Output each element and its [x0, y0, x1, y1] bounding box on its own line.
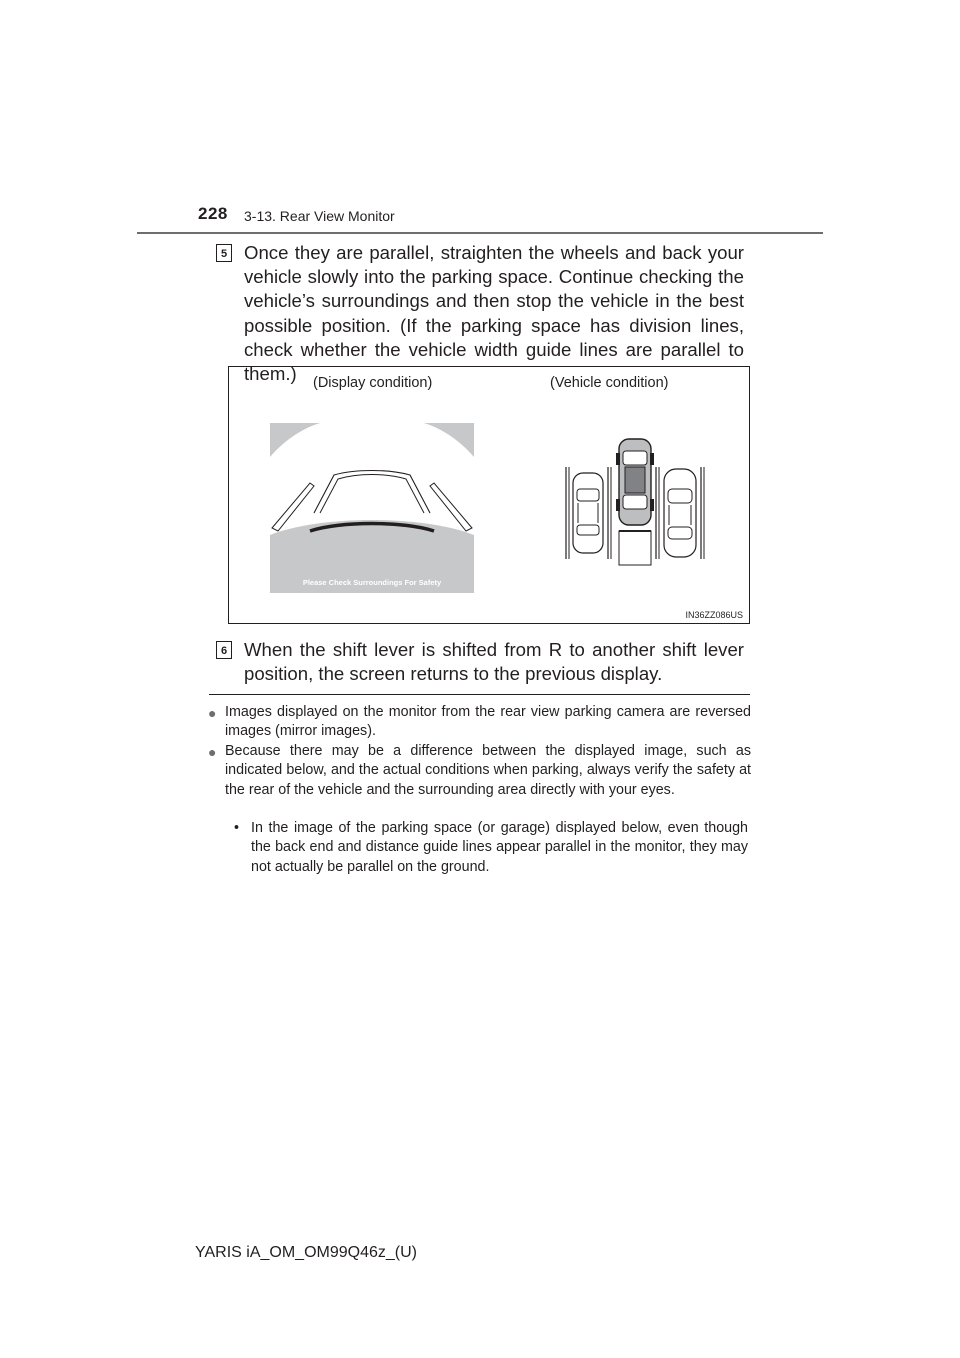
note-mirror-images-text: Images displayed on the monitor from the rear view parking camera are reversed images (mirror images). [225, 704, 751, 740]
note-bullet-icon: ● [208, 744, 217, 760]
figure-code: IN36ZZ086US [685, 610, 743, 620]
header-divider [137, 232, 823, 234]
subnote-bullet: • [234, 820, 240, 836]
monitor-top-right-mask [424, 423, 474, 457]
screen-safety-banner: Please Check Surroundings For Safety [302, 578, 442, 587]
parking-space [619, 531, 651, 565]
monitor-top-left-mask [270, 423, 320, 457]
step-5-badge: 5 [216, 244, 232, 262]
note-verify-safety-text: Because there may be a difference between the displayed image, such as indicated below, and the actual conditions when parking, always verify the safety at the rear of the vehicle and the surrounding area directly with your eyes. [225, 743, 751, 798]
subnote-parallel-lines-text: In the image of the parking space (or garage) displayed below, even though the back end and distance guide lines appear parallel in the monitor, they may not actually be parallel on the ground. [251, 820, 748, 875]
note-bullet-icon: ● [208, 705, 217, 721]
note-verify-safety [208, 742, 751, 800]
note-mirror-images [208, 703, 751, 742]
vehicle-condition-caption: (Vehicle condition) [550, 375, 669, 391]
subnote-parallel-lines [234, 819, 748, 877]
step-5-text: Once they are parallel, straighten the wheels and back your vehicle slowly into the parking space. Continue checking the vehicle’s surroundings and then stop the vehicle in the best possible position. (If the parking space has division lines, check whether the vehicle width guide lines are parallel to them.) [244, 242, 744, 385]
left-parked-car [573, 473, 603, 553]
footer-document-code: YARIS iA_OM_OM99Q46z_(U) [195, 1244, 417, 1261]
page-number: 228 [198, 204, 228, 223]
display-condition-caption: (Display condition) [313, 375, 433, 391]
left-width-guide-line [272, 483, 314, 531]
right-width-guide-line [430, 483, 472, 531]
notes-divider [209, 694, 750, 695]
parking-figure [228, 366, 750, 624]
step-6-text: When the shift lever is shifted from R to another shift lever position, the screen returns to the previous display. [244, 639, 744, 685]
reversing-car [616, 439, 654, 525]
right-parked-car [664, 469, 696, 557]
step-6-badge: 6 [216, 641, 232, 659]
monitor-display-illustration [270, 423, 474, 593]
section-title: 3-13. Rear View Monitor [244, 208, 395, 224]
vehicle-condition-illustration [561, 437, 711, 573]
distance-guide-inner [320, 475, 424, 514]
